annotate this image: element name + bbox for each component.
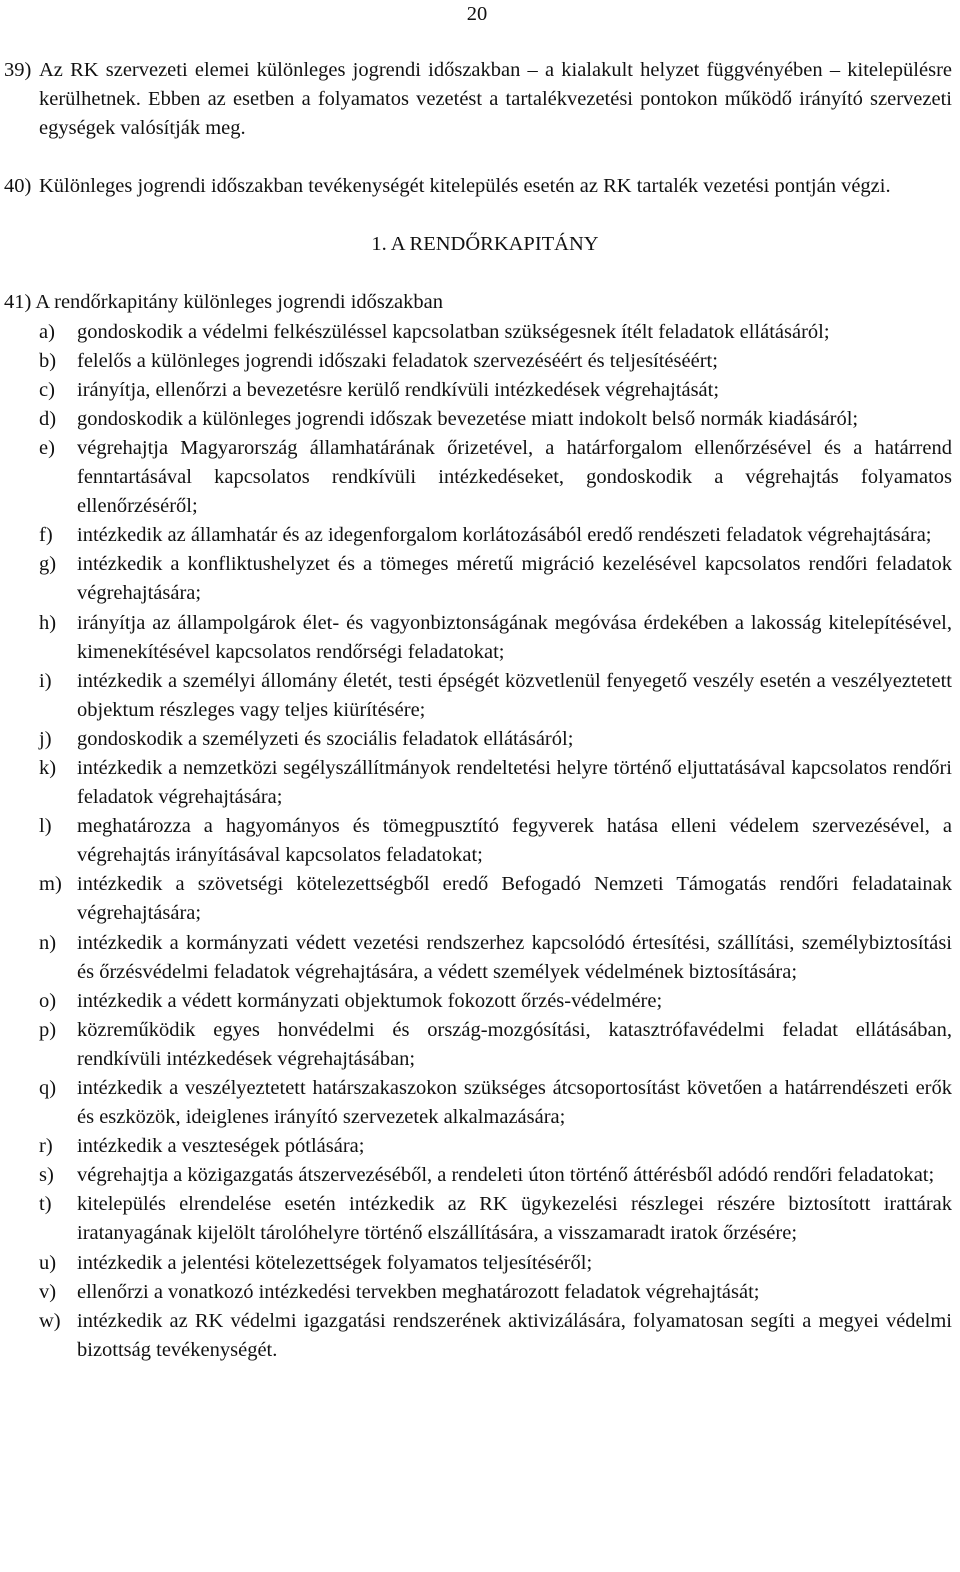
list-item [0,812,960,870]
duty-list [0,318,960,1365]
list-item-text: meghatározza a hagyományos és tömegpusztító fegyverek hatása elleni védelem szervezésével, a végrehajtás irányításával kapcsolatos feladatokat; [77,815,952,867]
list-item-text: intézkedik a személyi állomány életét, testi épségét közvetlenül fenyegető veszély esetén a veszélyeztetett objektum részleges vagy teljes kiürítésére; [77,669,952,721]
list-item [0,318,960,347]
paragraph-41-intro: 41) A rendőrkapitány különleges jogrendi időszakban [4,291,443,314]
document-body [0,56,960,1365]
list-item-text: intézkedik az RK védelmi igazgatási rendszerének aktivizálására, folyamatosan segíti a megyei védelmi bizottság tevékenységét. [77,1309,952,1361]
list-item-letter: n) [39,931,57,954]
list-item-letter: v) [39,1280,57,1303]
list-item-letter: i) [39,669,52,692]
list-item-letter: t) [39,1193,52,1216]
list-item-text: intézkedik a kormányzati védett vezetési rendszerhez kapcsolódó értesítési, szállítási, személybiztosítási és őrzésvédelmi feladatok végrehajtására, a védett személyek védelmének biztosítására; [77,931,952,983]
list-item-text: kitelepülés elrendelése esetén intézkedik az RK ügykezelési részlegei részére biztosított irattárak iratanyagának kijelölt tárolóhelyre történő elszállítására, a visszamaradt iratok őrzésére; [77,1193,952,1245]
list-item [0,434,960,521]
list-item-letter: g) [39,553,57,576]
list-item-letter: s) [39,1164,54,1187]
list-item-text: közreműködik egyes honvédelmi és ország-mozgósítási, katasztrófavédelmi feladat ellátásában, rendkívüli intézkedések végrehajtásában; [77,1018,952,1070]
list-item-text: intézkedik a veszélyeztetett határszakaszokon szükséges átcsoportosítást követően a határrendészeti erők és eszközök, ideiglenes irányító szervezetek alkalmazására; [77,1077,952,1129]
list-item-text: végrehajtja a közigazgatás átszervezéséből, a rendeleti úton történő áttérésből adódó rendőri feladatokat; [77,1164,935,1187]
list-item-letter: m) [39,873,62,896]
list-item [0,376,960,405]
list-item [0,1278,960,1307]
list-item-text: végrehajtja Magyarország államhatárának őrizetével, a határforgalom ellenőrzésével és a határrend fenntartásával kapcsolatos rendkívüli intézkedéseket, gondoskodik a végrehajtás folyamatos ellenőrzéséről; [77,436,952,518]
list-item [0,1132,960,1161]
list-item-text: intézkedik a védett kormányzati objektumok fokozott őrzés-védelmére; [77,989,663,1012]
list-item [0,1161,960,1190]
list-item-text: gondoskodik a személyzeti és szociális feladatok ellátásáról; [77,727,574,750]
list-item-letter: q) [39,1077,57,1099]
list-item-text: irányítja, ellenőrzi a bevezetésre kerülő rendkívüli intézkedések végrehajtását; [77,378,720,401]
list-item [0,1190,960,1248]
list-item-text: intézkedik a jelentési kötelezettségek folyamatos teljesítéséről; [77,1251,593,1274]
list-item-letter: c) [39,378,55,401]
paragraph-40 [0,172,960,201]
list-item-text: gondoskodik a különleges jogrendi időszak bevezetése miatt indokolt belső normák kiadásáról; [77,407,859,430]
paragraph-text: Az RK szervezeti elemei különleges jogrendi időszakban – a kialakult helyzet függvényében – kitelepülésre kerülhetnek. Ebben az esetben a folyamatos vezetést a tartalékvezetési pontokon működő irányító szervezeti egységek valósítják meg. [39,59,952,140]
list-item [0,609,960,667]
list-item-text: gondoskodik a védelmi felkészüléssel kapcsolatban szükségesnek ítélt feladatok ellátásáról; [77,320,830,343]
list-item [0,405,960,434]
paragraph-number: 39) [4,59,32,81]
list-item [0,1074,960,1132]
section-heading: 1. A RENDŐRKAPITÁNY [371,233,599,256]
list-item-text: intézkedik a konfliktushelyzet és a tömeges méretű migráció kezelésével kapcsolatos rendőri feladatok végrehajtására; [77,553,952,605]
list-item [0,987,960,1016]
list-item [0,347,960,376]
list-item-text: intézkedik az államhatár és az idegenforgalom korlátozásából eredő rendészeti feladatok végrehajtására; [77,524,932,547]
list-item-letter: l) [39,815,52,838]
list-item [0,521,960,550]
paragraph-text: Különleges jogrendi időszakban tevékenységét kitelepülés esetén az RK tartalék vezetési pontján végzi. [39,175,891,198]
list-item-letter: b) [39,349,57,372]
list-item-letter: k) [39,756,57,779]
list-item-letter: f) [39,524,53,547]
list-item [0,1307,960,1365]
list-item-letter: a) [39,320,55,343]
list-item-text: intézkedik a szövetségi kötelezettségből eredő Befogadó Nemzeti Támogatás rendőri feladatainak végrehajtására; [77,873,952,925]
list-item-letter: o) [39,989,57,1012]
list-item-letter: h) [39,611,57,634]
page-number: 20 [466,3,488,25]
list-item-text: felelős a különleges jogrendi időszaki feladatok szervezéséért és teljesítéséért; [77,349,718,372]
list-item [0,725,960,754]
list-item [0,550,960,608]
list-item [0,667,960,725]
list-item-letter: e) [39,436,55,459]
paragraph-number: 40) [4,175,32,198]
list-item-text: intézkedik a veszteségek pótlására; [77,1135,365,1158]
list-item-letter: r) [39,1135,53,1158]
list-item [0,870,960,928]
list-item [0,929,960,987]
list-item [0,1249,960,1278]
paragraph-39 [0,56,960,143]
list-item-letter: w) [39,1309,61,1332]
list-item-text: irányítja az állampolgárok élet- és vagyonbiztonságának megóvása érdekében a lakosság kitelepítésével, kimenekítésével kapcsolatos rendőrségi feladatokat; [77,611,952,663]
list-item-letter: p) [39,1018,57,1041]
list-item-letter: d) [39,407,57,430]
list-item-letter: u) [39,1251,57,1274]
list-item-text: ellenőrzi a vonatkozó intézkedési tervekben meghatározott feladatok végrehajtását; [77,1280,760,1303]
list-item [0,1016,960,1074]
list-item [0,754,960,812]
list-item-text: intézkedik a nemzetközi segélyszállítmányok rendeltetési helyre történő eljuttatásával kapcsolatos rendőri feladatok végrehajtására; [77,756,952,809]
list-item-letter: j) [39,727,52,750]
